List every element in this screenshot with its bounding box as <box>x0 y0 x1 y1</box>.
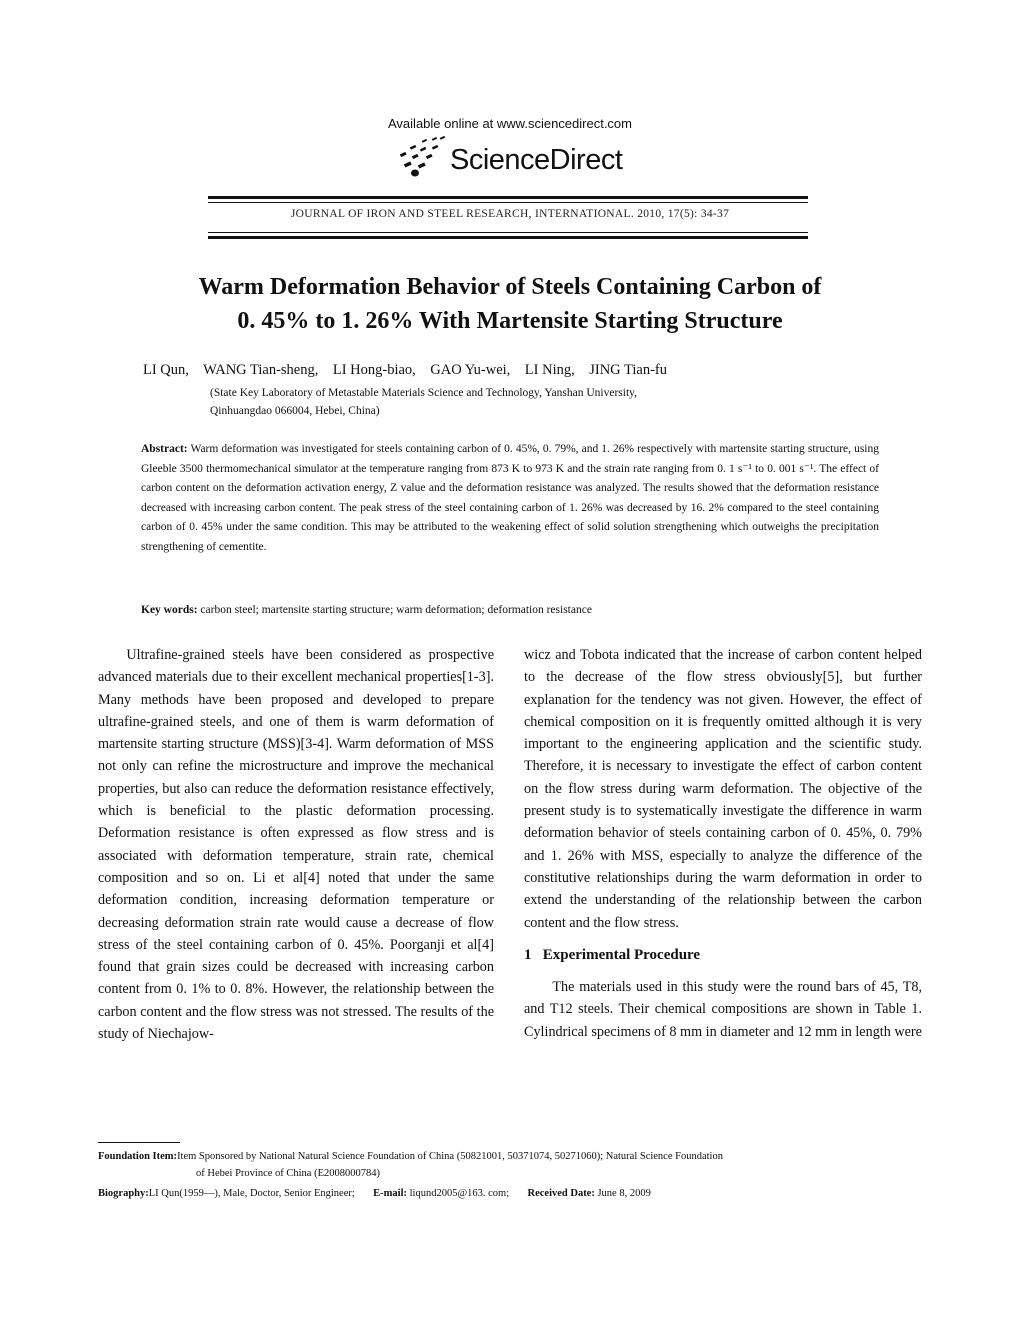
body-right-column <box>524 644 922 1043</box>
header-rule-bottom-thin <box>208 232 808 233</box>
abstract <box>141 440 879 557</box>
authors: LI Qun, WANG Tian-sheng, LI Hong-biao, GAO Yu-wei, LI Ning, JING Tian-fu <box>143 362 667 378</box>
section-title: Experimental Procedure <box>542 946 701 963</box>
paragraph: wicz and Tobota indicated that the increase of carbon content helped to the decrease of the flow stress obviously[5], but further explanation for the tendency was not given. However, the effect of chemical composition on it is frequently omitted although it is very important to the engineering application and the scientific study. Therefore, it is necessary to investigate the effect of carbon content on the flow stress during warm deformation. The objective of the present study is to systematically investigate the difference in warm deformation behavior of steels containing carbon of 0. 45%, 0. 79% and 1. 26% with MSS, especially to analyze the difference of the constitutive relationships during the warm deformation in order to extend the understanding of the relationship between the carbon content and the flow stress. <box>524 647 922 931</box>
sciencedirect-dots-icon <box>388 136 448 182</box>
received-label: Received Date: <box>527 1188 595 1199</box>
header-rule-top <box>208 196 808 199</box>
paragraph: Ultrafine-grained steels have been considered as prospective advanced materials due to their excellent mechanical properties[1-3]. Many methods have been proposed and developed to prepare ultrafine-grained steels, and one of them is warm deformation of martensite starting structure (MSS)[3-4]. Warm deformation of MSS not only can refine the microstructure and improve the mechanical properties, but also can reduce the deformation resistance effectively, which is beneficial to the plastic deformation processing. Deformation resistance is often expressed as flow stress and is associated with deformation temperature, strain rate, chemical composition and so on. Li et al[4] noted that under the same deformation condition, increasing deformation temperature or decreasing deformation strain rate would cause a decrease of flow stress of the steel containing carbon of 0. 45%. Poorganji et al[4] found that grain sizes could be decreased with increasing carbon content from 0. 1% to 0. 8%. However, the relationship between the carbon content and the flow stress was not stressed. The results of the study of Niechajow- <box>98 647 494 1043</box>
header-rule-bottom <box>208 236 808 239</box>
section-heading <box>524 944 922 966</box>
keywords-text: carbon steel; martensite starting structure; warm deformation; deformation resistance <box>200 604 592 616</box>
biography-footnote <box>98 1185 928 1202</box>
keywords-label: Key words: <box>141 604 198 616</box>
received-text: June 8, 2009 <box>597 1188 651 1199</box>
section-number: 1 <box>524 946 532 963</box>
foundation-label: Foundation Item: <box>98 1151 178 1162</box>
affiliation-line1: (State Key Laboratory of Metastable Materials Science and Technology, Yanshan University, <box>210 387 638 399</box>
article-title-line2: 0. 45% to 1. 26% With Martensite Starting Structure <box>237 308 783 334</box>
header-rule-top-thin <box>208 202 808 203</box>
foundation-text: Item Sponsored by National Natural Science Foundation of China (50821001, 50371074, 50271060); Natural Science Foundation <box>177 1151 723 1162</box>
keywords <box>141 604 879 616</box>
body-left-column <box>98 644 494 1045</box>
foundation-footnote-cont: of Hebei Province of China (E2008000784) <box>196 1168 381 1179</box>
abstract-text: Warm deformation was investigated for steels containing carbon of 0. 45%, 0. 79%, and 1. 26% respectively with martensite starting structure, using Gleeble 3500 thermomechanical simulator at the temperature ranging from 873 K to 973 K and the strain rate ranging from 0. 1 s⁻¹ to 0. 001 s⁻¹. The effect of carbon content on the deformation activation energy, Z value and the deformation resistance was analyzed. The results showed that the deformation resistance decreased with increasing carbon content. The peak stress of the steel containing carbon of 1. 26% was decreased by 16. 2% compared to the steel containing carbon of 0. 45% under the same condition. This may be attributed to the weakening effect of solid solution strengthening which outweighs the precipitation strengthening of cementite. <box>141 443 880 553</box>
journal-citation: JOURNAL OF IRON AND STEEL RESEARCH, INTERNATIONAL. 2010, 17(5): 34-37 <box>290 208 730 220</box>
sciencedirect-logo <box>388 136 638 184</box>
available-online-text: Available online at www.sciencedirect.com <box>388 116 632 131</box>
biography-text: LI Qun(1959—), Male, Doctor, Senior Engineer; <box>148 1188 355 1199</box>
email-text: liqund2005@163. com; <box>409 1188 510 1199</box>
foundation-footnote <box>98 1148 928 1165</box>
paragraph: The materials used in this study were the round bars of 45, T8, and T12 steels. Their chemical compositions are shown in Table 1. Cylindrical specimens of 8 mm in diameter and 12 mm in length were <box>524 979 922 1040</box>
abstract-label: Abstract: <box>141 443 188 455</box>
affiliation-line2: Qinhuangdao 066004, Hebei, China) <box>210 405 380 417</box>
footnote-rule <box>98 1142 180 1143</box>
biography-label: Biography: <box>98 1188 149 1199</box>
article-title-line1: Warm Deformation Behavior of Steels Containing Carbon of <box>198 274 822 300</box>
sciencedirect-brand: ScienceDirect <box>450 144 623 176</box>
email-label: E-mail: <box>373 1188 407 1199</box>
